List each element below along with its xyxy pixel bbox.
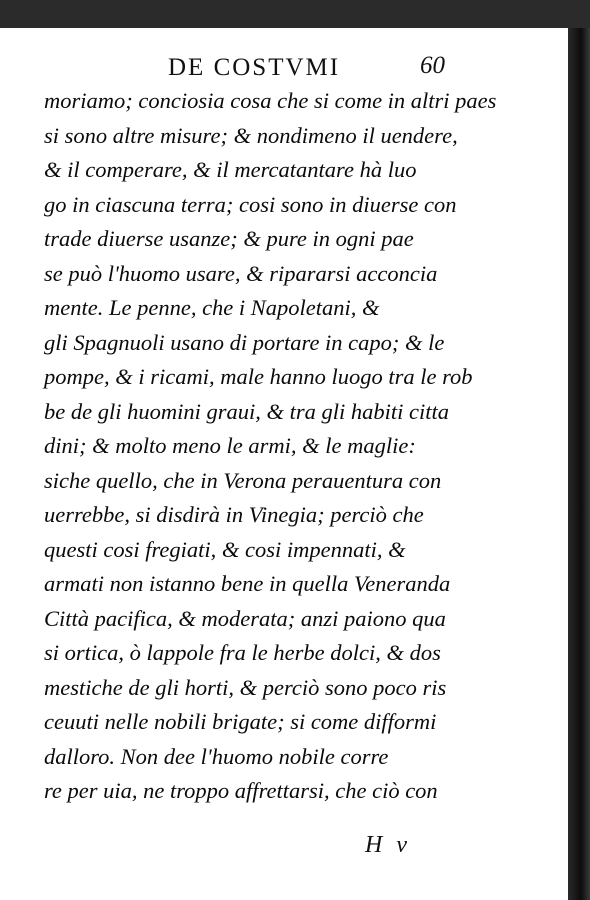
scan-top-border [0, 0, 590, 28]
body-text [44, 84, 497, 809]
text-line: dalloro. Non dee l'huomo nobile corre [44, 743, 389, 769]
text-line: go in ciascuna terra; cosi sono in diuerse con [44, 191, 457, 217]
text-line: be de gli huomini graui, & tra gli habiti citta [44, 398, 449, 424]
text-line: ceuuti nelle nobili brigate; si come difformi [44, 709, 437, 734]
text-line: pompe, & i ricami, male hanno luogo tra le rob [44, 364, 473, 389]
text-line: moriamo; conciosia cosa che si come in altri paes [44, 88, 497, 113]
signature-mark: H v [365, 832, 411, 858]
page-edge-shadow [568, 28, 590, 900]
running-title: DE COSTVMI [168, 54, 341, 81]
text-line: gli Spagnuoli usano di portare in capo; & le [44, 329, 445, 355]
text-line: dini; & molto meno le armi, & le maglie: [44, 433, 416, 458]
text-line: trade diuerse usanze; & pure in ogni pae [44, 226, 414, 251]
text-line: Città pacifica, & moderata; anzi paiono qua [44, 605, 446, 631]
text-line: uerrebbe, si disdirà in Vinegia; perciò che [44, 502, 424, 527]
text-line: & il comperare, & il mercatantare hà luo [44, 157, 417, 182]
text-line: questi cosi fregiati, & cosi impennati, & [44, 536, 406, 562]
text-line: siche quello, che in Verona perauentura con [44, 467, 442, 493]
text-line: armati non istanno bene in quella Veneranda [44, 571, 451, 596]
text-line: mestiche de gli horti, & perciò sono poco ris [44, 674, 447, 700]
text-line: si sono altre misure; & nondimeno il uendere, [44, 122, 458, 148]
text-line: re per uia, ne troppo affrettarsi, che ciò con [44, 778, 438, 803]
page-header [0, 50, 568, 82]
text-line: si ortica, ò lappole fra le herbe dolci, & dos [44, 640, 441, 665]
text-line: mente. Le penne, che i Napoletani, & [44, 295, 380, 320]
page-number: 60 [420, 52, 445, 79]
text-line: se può l'huomo usare, & ripararsi acconcia [44, 260, 438, 286]
